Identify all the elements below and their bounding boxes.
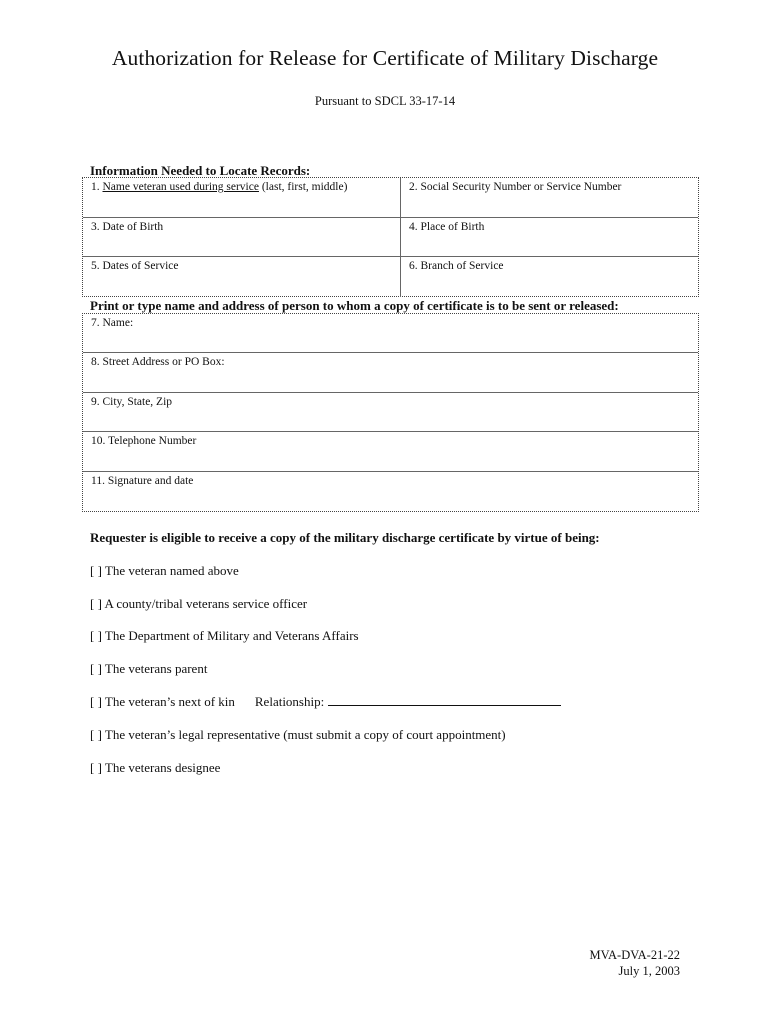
field-recipient-name[interactable] [83, 314, 698, 352]
field-dates-of-service[interactable] [83, 257, 401, 297]
field-label: 5. Dates of Service [91, 260, 179, 272]
field-label: 8. Street Address or PO Box: [91, 356, 225, 369]
field-label: 10. Telephone Number [91, 435, 197, 448]
field-signature-date[interactable] [83, 472, 698, 511]
field-label-suffix: (last, first, middle) [258, 181, 348, 193]
field-label: 7. Name: [91, 317, 134, 329]
option-department[interactable]: [ ] The Department of Military and Veterans Affairs [90, 628, 359, 643]
field-city-state-zip[interactable] [83, 393, 698, 431]
section-heading-recipient: Print or type name and address of person to whom a copy of certificate is to be sent or released: [90, 298, 619, 313]
field-ssn-service-number[interactable] [401, 178, 698, 217]
option-parent[interactable]: [ ] The veterans parent [90, 661, 208, 676]
locate-records-table [82, 177, 699, 297]
table-row [83, 218, 698, 258]
field-place-of-birth[interactable] [401, 218, 698, 257]
field-veteran-name[interactable] [83, 178, 401, 217]
section-heading-eligibility: Requester is eligible to receive a copy of the military discharge certificate by virtue of being: [90, 530, 600, 545]
form-title: Authorization for Release for Certificate of Military Discharge [111, 46, 659, 70]
field-date-of-birth[interactable] [83, 218, 401, 257]
table-row [83, 314, 698, 353]
field-label: 9. City, State, Zip [91, 395, 173, 408]
option-next-of-kin[interactable] [90, 694, 561, 710]
option-designee[interactable]: [ ] The veterans designee [90, 760, 221, 775]
section-heading-locate-records: Information Needed to Locate Records: [90, 163, 311, 178]
table-row [83, 432, 698, 471]
field-label: 4. Place of Birth [409, 220, 485, 233]
field-label: 11. Signature and date [91, 474, 194, 487]
field-label-underlined: Name veteran used during service [102, 181, 259, 193]
option-veteran[interactable]: [ ] The veteran named above [90, 563, 239, 578]
field-number: 1. [91, 181, 103, 193]
field-label: 2. Social Security Number or Service Number [409, 181, 622, 193]
form-number: MVA-DVA-21-22 [589, 948, 680, 962]
table-row [83, 257, 698, 297]
option-label: [ ] The veteran’s next of kin [90, 694, 235, 709]
form-date: July 1, 2003 [618, 964, 680, 978]
recipient-table [82, 313, 699, 512]
option-legal-representative[interactable]: [ ] The veteran’s legal representative (must submit a copy of court appointment) [90, 727, 506, 742]
option-service-officer[interactable]: [ ] A county/tribal veterans service officer [90, 596, 308, 611]
table-row [83, 178, 698, 218]
table-row [83, 393, 698, 432]
field-label: 3. Date of Birth [91, 220, 164, 233]
relationship-label: Relationship: [254, 694, 325, 709]
table-row [83, 353, 698, 392]
relationship-line[interactable] [328, 695, 561, 706]
field-branch-of-service[interactable] [401, 257, 698, 297]
form-footer [589, 947, 680, 979]
field-telephone[interactable] [83, 432, 698, 470]
form-subtitle: Pursuant to SDCL 33-17-14 [314, 94, 456, 108]
field-street-address[interactable] [83, 353, 698, 391]
field-label: 6. Branch of Service [409, 260, 504, 272]
table-row [83, 472, 698, 511]
